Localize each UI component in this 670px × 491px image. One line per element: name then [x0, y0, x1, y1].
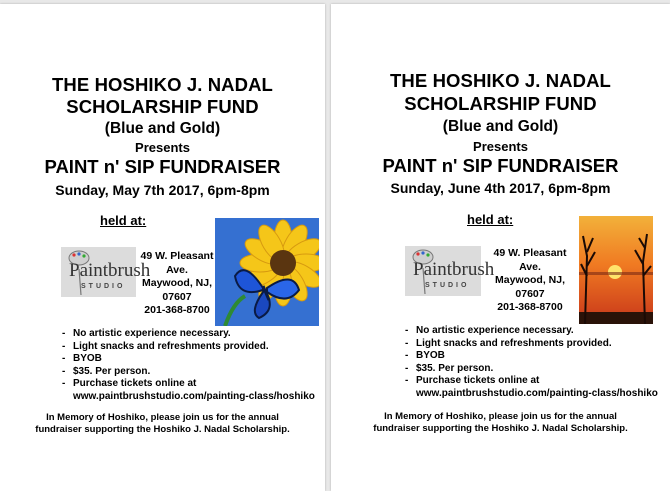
list-item-text: Light snacks and refreshments provided. — [73, 340, 269, 352]
list-item-text: Light snacks and refreshments provided. — [416, 337, 612, 349]
logo-subtext: STUDIO — [425, 282, 470, 289]
list-item: - Purchase tickets online at — [62, 378, 197, 390]
list-item: - No artistic experience necessary. — [405, 325, 574, 336]
memorial-note — [0, 412, 325, 437]
presents-label: Presents — [135, 140, 190, 155]
list-item-text: $35. Per person. — [416, 362, 494, 374]
memorial-line: fundraiser supporting the Hoshiko J. Nadal Scholarship. — [35, 424, 290, 436]
ticket-url[interactable]: www.paintbrushstudio.com/painting-class/hoshiko — [73, 390, 315, 402]
address-line: Maywood, NJ, — [141, 277, 212, 290]
sunset-trees-painting — [579, 216, 653, 324]
event-details-list — [405, 325, 658, 401]
title-line-1: THE HOSHIKO J. NADAL — [390, 70, 611, 91]
event-date: Sunday, May 7th 2017, 6pm-8pm — [55, 182, 270, 198]
studio-phone: 201-368-8700 — [144, 304, 210, 317]
address-line: 49 W. Pleasant — [140, 250, 214, 262]
list-item-text: No artistic experience necessary. — [416, 325, 574, 336]
subtitle: (Blue and Gold) — [104, 120, 221, 137]
presents-label: Presents — [473, 139, 528, 154]
list-item-text: BYOB — [416, 350, 445, 362]
list-item: - $35. Per person. — [405, 362, 494, 374]
list-item-text: Purchase tickets online at — [416, 375, 540, 387]
list-item: - Light snacks and refreshments provided. — [62, 340, 269, 352]
event-date: Sunday, June 4th 2017, 6pm-8pm — [390, 180, 611, 196]
studio-phone: 201-368-8700 — [497, 301, 563, 314]
logo-text: Paintbrush — [69, 260, 151, 281]
address-line: Ave. — [519, 260, 541, 273]
address-line: Ave. — [166, 263, 188, 276]
sunflower-butterfly-painting — [215, 218, 319, 326]
title-line-2: SCHOLARSHIP FUND — [66, 96, 259, 117]
address-line: 07607 — [515, 287, 545, 300]
list-item: - No artistic experience necessary. — [62, 328, 231, 339]
memorial-line: In Memory of Hoshiko, please join us for the annual — [46, 412, 279, 423]
logo-subtext: STUDIO — [81, 283, 126, 290]
event-name: PAINT n' SIP FUNDRAISER — [382, 155, 619, 176]
memorial-line: In Memory of Hoshiko, please join us for the annual — [384, 411, 617, 422]
title-line-1: THE HOSHIKO J. NADAL — [52, 74, 273, 95]
title-line-2: SCHOLARSHIP FUND — [404, 93, 597, 114]
subtitle: (Blue and Gold) — [442, 118, 559, 135]
list-item: - BYOB — [62, 353, 102, 365]
list-item-text: BYOB — [73, 353, 102, 365]
list-item: - Purchase tickets online at — [405, 375, 540, 387]
logo-text: Paintbrush — [413, 259, 495, 280]
flyer-page-june — [331, 4, 670, 491]
ticket-url[interactable]: www.paintbrushstudio.com/painting-class/hoshiko — [416, 387, 658, 399]
event-name: PAINT n' SIP FUNDRAISER — [44, 156, 281, 177]
memorial-note — [331, 411, 670, 436]
list-item: - BYOB — [405, 350, 445, 362]
studio-address — [491, 247, 569, 315]
event-details-list — [62, 328, 315, 404]
paintbrush-studio-logo — [405, 246, 495, 296]
address-line: Maywood, NJ, — [494, 274, 565, 287]
address-line: 49 W. Pleasant — [493, 247, 567, 259]
list-item-text: $35. Per person. — [73, 365, 151, 377]
ticket-link[interactable] — [405, 388, 658, 401]
ticket-link[interactable] — [62, 391, 315, 404]
address-line: 07607 — [162, 290, 192, 303]
list-item-text: Purchase tickets online at — [73, 378, 197, 390]
list-item: - $35. Per person. — [62, 365, 151, 377]
paintbrush-studio-logo — [61, 247, 151, 297]
list-item: - Light snacks and refreshments provided. — [405, 337, 612, 349]
held-at-label: held at: — [467, 212, 514, 227]
memorial-line: fundraiser supporting the Hoshiko J. Nadal Scholarship. — [373, 423, 628, 435]
studio-address — [140, 250, 214, 318]
held-at-label: held at: — [100, 213, 147, 228]
list-item-text: No artistic experience necessary. — [73, 328, 231, 339]
flyer-page-may — [0, 4, 325, 491]
